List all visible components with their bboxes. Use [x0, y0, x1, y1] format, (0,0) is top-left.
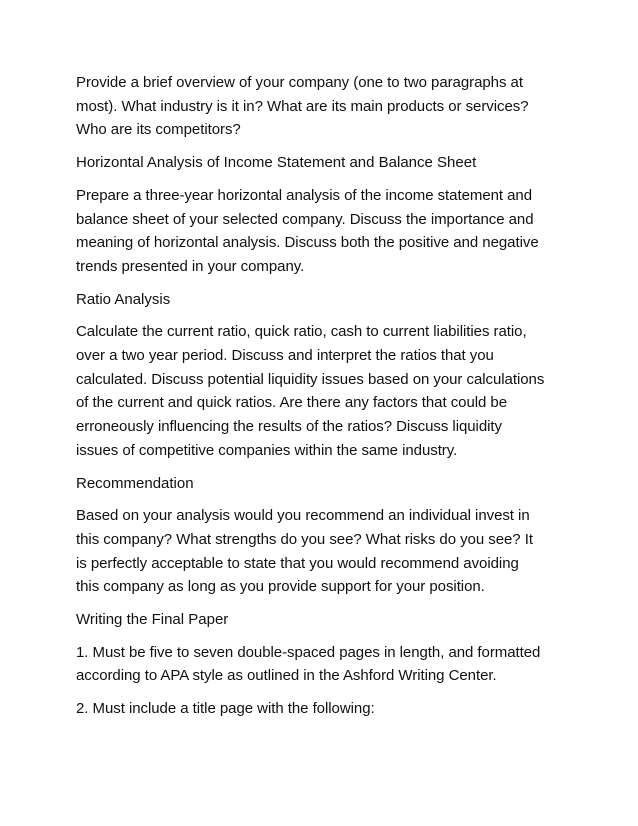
recommendation-paragraph: Based on your analysis would you recommend an individual invest in this company? What strengths do you see? What risks do you see? It is perfectly acceptable to state that you would recommend avoiding this company as long as you provide support for your position.	[76, 507, 533, 596]
heading-horizontal-analysis: Horizontal Analysis of Income Statement and Balance Sheet	[76, 154, 477, 172]
heading-writing-final-paper: Writing the Final Paper	[76, 611, 229, 629]
ratio-analysis-paragraph: Calculate the current ratio, quick ratio, cash to current liabilities ratio, over a two year period. Discuss and interpret the ratios that you calculated. Discuss potential liquidity issues based on your calculations of the current and quick ratios. Are there any factors that could be erroneously influencing the results of the ratios? Discuss liquidity issues of competitive companies within the same industry.	[76, 323, 545, 459]
horizontal-analysis-paragraph: Prepare a three-year horizontal analysis of the income statement and balance sheet of your selected company. Discuss the importance and meaning of horizontal analysis. Discuss both the positive and negative trends presented in your company.	[76, 186, 539, 275]
list-item: 2. Must include a title page with the following:	[76, 700, 375, 718]
heading-recommendation: Recommendation	[76, 474, 194, 492]
list-item: 1. Must be five to seven double-spaced pages in length, and formatted according to APA style as outlined in the Ashford Writing Center.	[76, 643, 541, 685]
heading-ratio-analysis: Ratio Analysis	[76, 290, 171, 308]
overview-paragraph: Provide a brief overview of your company (one to two paragraphs at most). What industry is it in? What are its main products or services? Who are its competitors?	[76, 74, 529, 139]
document-body	[76, 71, 566, 730]
